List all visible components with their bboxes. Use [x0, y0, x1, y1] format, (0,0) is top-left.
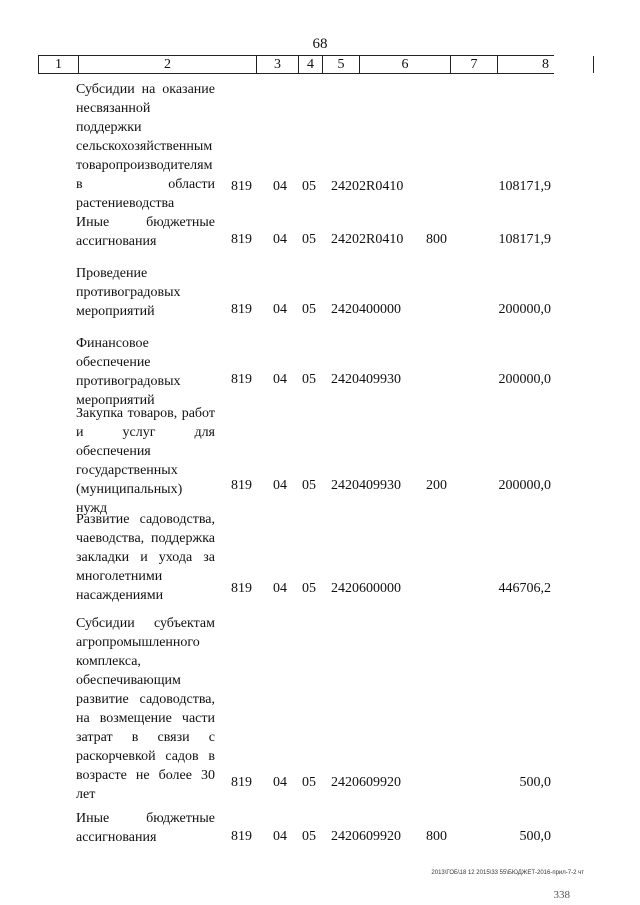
row-code: 819: [231, 372, 252, 387]
row-description: Иные бюджетные ассигнования: [76, 811, 215, 845]
page-number: 68: [312, 36, 328, 52]
row-amount: 108171,9: [498, 179, 551, 194]
row-description: Закупка товаров, работ и услуг для обеспечения государственных (муниципальных) нужд: [76, 406, 215, 516]
row-code: 819: [231, 775, 252, 790]
page-stamp: 338: [553, 889, 570, 901]
row-expense-type: 200: [426, 478, 447, 493]
row-section: 04: [273, 581, 287, 596]
row-code: 819: [231, 232, 252, 247]
row-section: 04: [273, 478, 287, 493]
row-subsection: 05: [302, 829, 316, 844]
header-col-2: 2: [78, 56, 256, 73]
row-description: Развитие садоводства, чаеводства, поддержка закладки и ухода за многолетними насаждениями: [76, 512, 215, 603]
row-target-article: 2420409930: [331, 372, 401, 387]
row-target-article: 2420600000: [331, 581, 401, 596]
header-col-3: 3: [256, 56, 298, 73]
row-description: Субсидии субъектам агропромышленного комплекса, обеспечивающим развитие садоводства, на возмещение части затрат в связи с раскорчевкой садов в возрасте не более 30 лет: [76, 616, 215, 802]
row-amount: 500,0: [519, 775, 551, 790]
row-target-article: 2420609920: [331, 775, 401, 790]
row-subsection: 05: [302, 581, 316, 596]
row-target-article: 2420609920: [331, 829, 401, 844]
header-col-1: 1: [38, 56, 78, 73]
row-code: 819: [231, 302, 252, 317]
row-amount: 200000,0: [498, 302, 551, 317]
row-subsection: 05: [302, 775, 316, 790]
row-subsection: 05: [302, 232, 316, 247]
footer-file-path: 2013\ГОБ\18 12 2015\33 55\БЮДЖЕТ-2016-прил-7-2 чт: [431, 870, 584, 876]
row-subsection: 05: [302, 179, 316, 194]
row-description: Проведение противоградовых мероприятий: [76, 266, 181, 319]
row-expense-type: 800: [426, 829, 447, 844]
row-subsection: 05: [302, 302, 316, 317]
header-col-7: 7: [450, 56, 497, 73]
table-header: [38, 55, 554, 74]
header-col-8: 8: [497, 56, 594, 73]
header-col-5: 5: [322, 56, 359, 73]
row-code: 819: [231, 829, 252, 844]
row-target-article: 2420409930: [331, 478, 401, 493]
row-section: 04: [273, 179, 287, 194]
row-expense-type: 800: [426, 232, 447, 247]
row-description: Субсидии на оказание несвязанной поддержки сельскохозяйственным товаропроизводителям в области растениеводства: [76, 82, 215, 211]
row-section: 04: [273, 302, 287, 317]
row-amount: 108171,9: [498, 232, 551, 247]
row-subsection: 05: [302, 478, 316, 493]
row-section: 04: [273, 372, 287, 387]
row-amount: 446706,2: [498, 581, 551, 596]
row-section: 04: [273, 232, 287, 247]
row-amount: 200000,0: [498, 478, 551, 493]
row-subsection: 05: [302, 372, 316, 387]
row-description: Иные бюджетные ассигнования: [76, 215, 215, 249]
row-description: Финансовое обеспечение противоградовых мероприятий: [76, 336, 181, 408]
row-target-article: 2420400000: [331, 302, 401, 317]
row-section: 04: [273, 829, 287, 844]
header-col-6: 6: [359, 56, 450, 73]
header-col-4: 4: [298, 56, 322, 73]
row-code: 819: [231, 478, 252, 493]
row-code: 819: [231, 179, 252, 194]
row-amount: 200000,0: [498, 372, 551, 387]
row-target-article: 24202R0410: [331, 179, 404, 194]
row-target-article: 24202R0410: [331, 232, 404, 247]
row-code: 819: [231, 581, 252, 596]
row-amount: 500,0: [519, 829, 551, 844]
row-section: 04: [273, 775, 287, 790]
